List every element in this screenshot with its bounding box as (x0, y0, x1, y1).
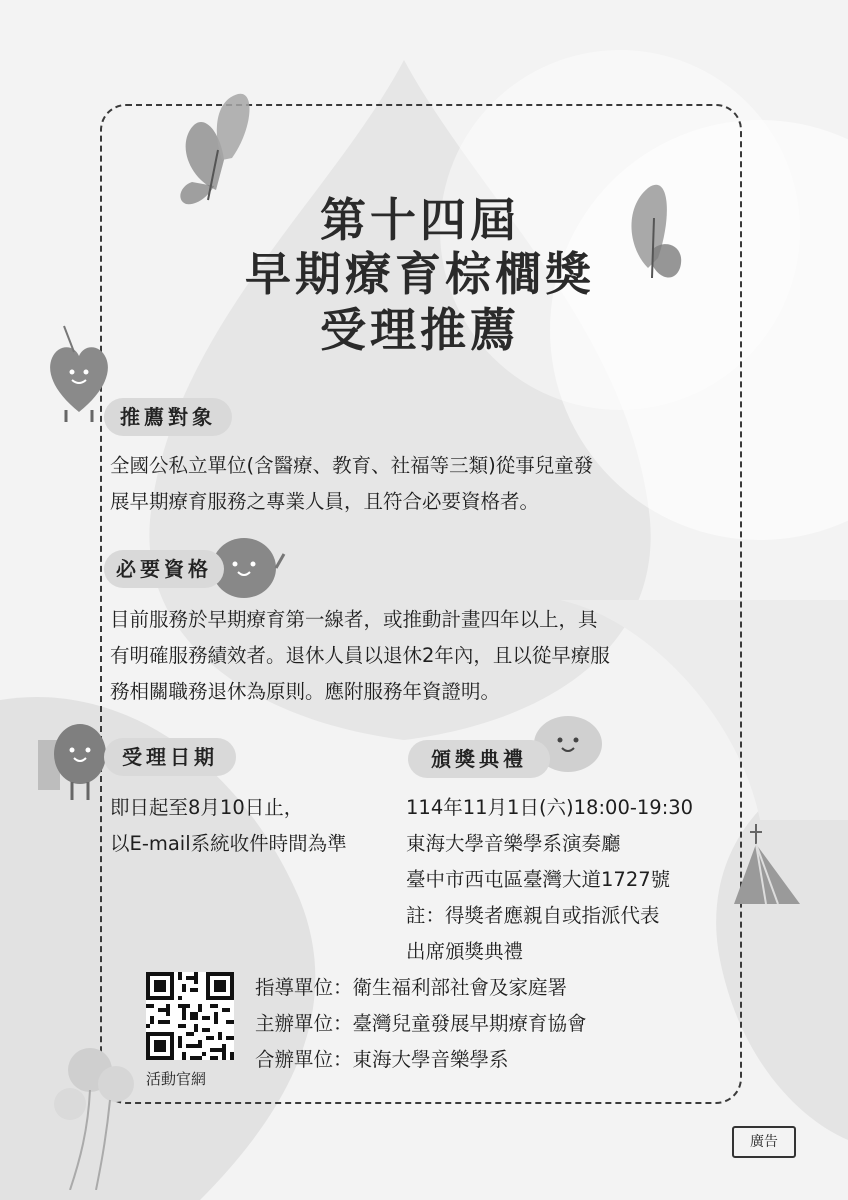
text-line: 展早期療育服務之專業人員，且符合必要資格者。 (110, 490, 540, 513)
title-line-3: 受理推薦 (320, 303, 520, 357)
targets-text (110, 448, 730, 520)
text-line: 全國公私立單位(含醫療、教育、社福等三類)從事兒童發 (110, 454, 594, 477)
heading-targets: 推薦對象 (104, 398, 232, 436)
text-line: 目前服務於早期療育第一線者，或推動計畫四年以上，具 (110, 608, 598, 631)
text-line: 東海大學音樂學系演奏廳 (406, 832, 621, 855)
text-line: 即日起至8月10日止， (110, 796, 304, 819)
title-line-1: 第十四屆 (320, 193, 520, 247)
text-line: 114年11月1日(六)18:00-19:30 (406, 796, 694, 819)
flower-icon (40, 1040, 150, 1190)
text-line: 有明確服務績效者。退休人員以退休2年內，且以從早療服 (110, 644, 610, 667)
text-line: 以E-mail系統收件時間為準 (110, 832, 347, 855)
ceremony-text (406, 790, 736, 970)
text-line: 務相關職務退休為原則。應附服務年資證明。 (110, 680, 501, 703)
dates-text (110, 790, 410, 862)
text-line: 臺中市西屯區臺灣大道1727號 (406, 868, 671, 891)
credit-advisor: 指導單位：衛生福利部社會及家庭署 (255, 976, 568, 999)
credit-organizer: 主辦單位：臺灣兒童發展早期療育協會 (255, 1012, 587, 1035)
title-line-2: 早期療育棕櫚獎 (245, 247, 595, 301)
credit-co-organizer: 合辦單位：東海大學音樂學系 (255, 1048, 509, 1071)
heading-ceremony: 頒獎典禮 (408, 740, 550, 778)
blob-mascot-icon (36, 712, 112, 802)
heading-requirements: 必要資格 (104, 550, 224, 588)
requirements-text (110, 602, 730, 710)
heading-dates: 受理日期 (104, 738, 236, 776)
church-icon (726, 824, 802, 908)
qr-code-icon[interactable] (146, 972, 234, 1060)
qr-caption: 活動官網 (146, 1070, 207, 1088)
heart-mascot-icon (44, 322, 114, 422)
ad-badge: 廣告 (732, 1126, 796, 1158)
text-line: 出席頒獎典禮 (406, 940, 524, 963)
text-line: 註：得獎者應親自或指派代表 (406, 904, 660, 927)
